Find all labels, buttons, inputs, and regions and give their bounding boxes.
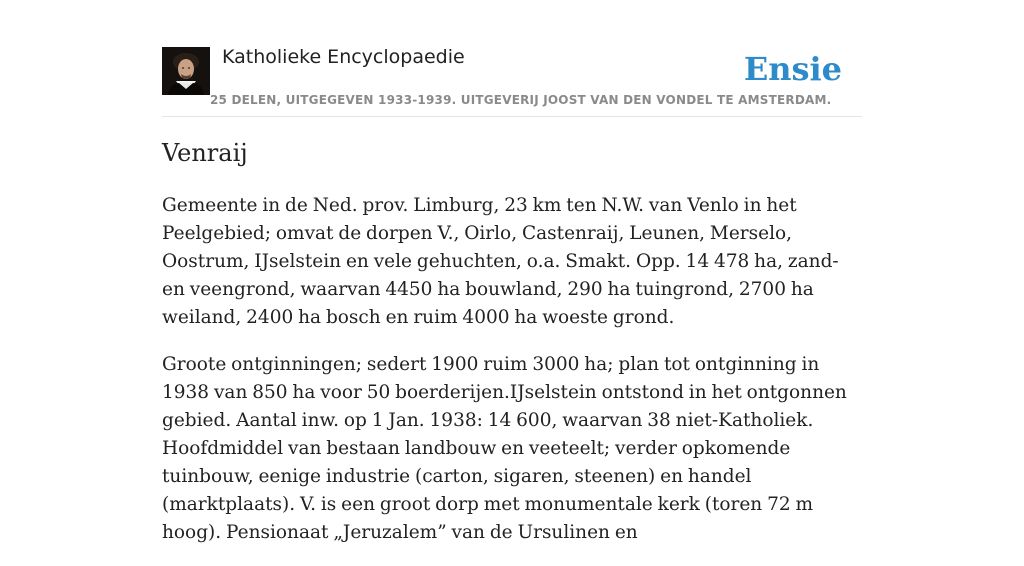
site-header	[162, 40, 862, 117]
article-paragraph: Groote ontginningen; sedert 1900 ruim 3000 ha; plan tot ontginning in 1938 van 850 ha voor 50 boerderijen.IJselstein ontstond in het ontgonnen gebied. Aantal inw. op 1 Jan. 1938: 14 600, waarvan 38 niet-Katholiek. Hoofdmiddel van bestaan landbouw en veeteelt; verder opkomende tuinbouw, eenige industrie (carton, sigaren, steenen) en handel (marktplaats). V. is een groot dorp met monumentale kerk (toren 72 m hoog). Pensionaat „Jeruzalem” van de Ursulinen en	[162, 354, 847, 543]
publication-title[interactable]: Katholieke Encyclopaedie	[222, 46, 465, 68]
publication-subtitle: 25 DELEN, UITGEGEVEN 1933-1939. UITGEVERIJ JOOST VAN DEN VONDEL TE AMSTERDAM.	[210, 93, 832, 107]
article-body	[162, 192, 862, 566]
portrait-avatar-icon[interactable]	[162, 47, 210, 95]
article-paragraph: Gemeente in de Ned. prov. Limburg, 23 km ten N.W. van Venlo in het Peelgebied; omvat de dorpen V., Oirlo, Castenraij, Leunen, Merselo, Oostrum, IJselstein en vele gehuchten, o.a. Smakt. Opp. 14 478 ha, zand- en veengrond, waarvan 4450 ha bouwland, 290 ha tuingrond, 2700 ha weiland, 2400 ha bosch en ruim 4000 ha woeste grond.	[162, 195, 839, 328]
brand-logo[interactable]: Ensie	[743, 50, 842, 88]
article-title: Venraij	[162, 139, 248, 167]
